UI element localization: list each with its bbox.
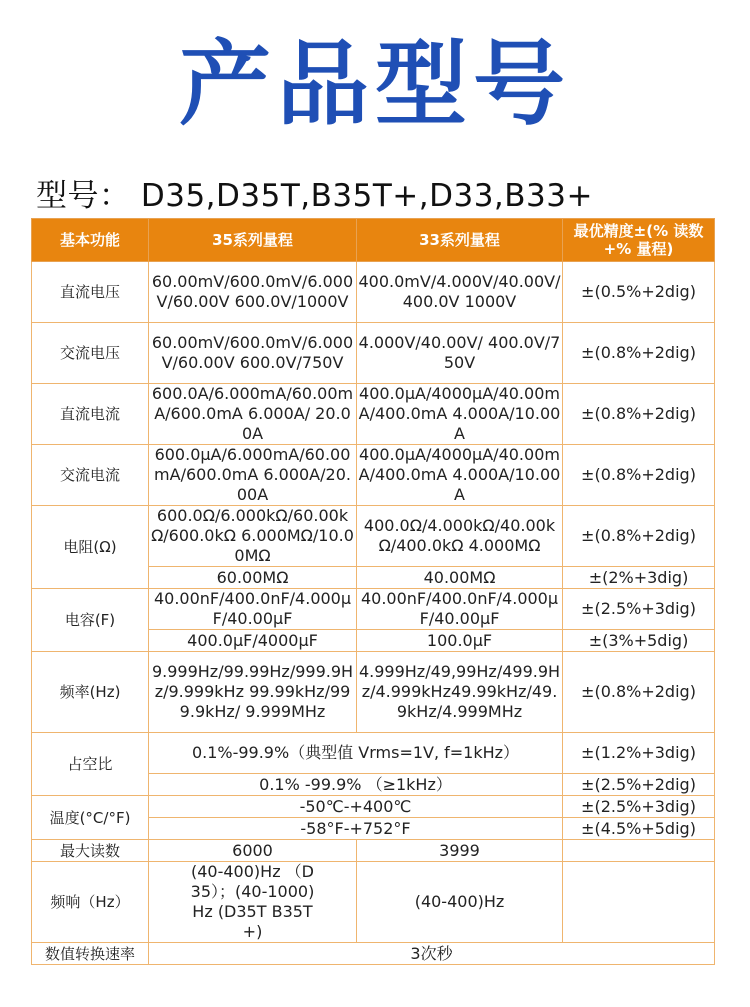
row-label: 电阻(Ω) — [32, 506, 149, 589]
table-row — [32, 796, 715, 818]
row-label: 电容(F) — [32, 589, 149, 652]
range-33: 400.0Ω/4.000kΩ/40.00kΩ/400.0kΩ 4.000MΩ — [357, 506, 563, 567]
row-label: 直流电压 — [32, 262, 149, 323]
range-shared: -58°F-+752°F — [149, 818, 563, 840]
range-shared: 0.1%-99.9%（典型值 Vrms=1V, f=1kHz） — [149, 733, 563, 774]
table-row — [32, 943, 715, 965]
header-33-range: 33系列量程 — [357, 219, 563, 262]
range-33: 3999 — [357, 840, 563, 862]
accuracy: ±(1.2%+3dig) — [563, 733, 715, 774]
row-label: 占空比 — [32, 733, 149, 796]
range-33: 40.00nF/400.0nF/4.000μF/40.00μF — [357, 589, 563, 630]
table-row — [32, 262, 715, 323]
spec-table — [31, 218, 715, 965]
row-label: 温度(°C/°F) — [32, 796, 149, 840]
table-row — [32, 506, 715, 567]
header-35-range: 35系列量程 — [149, 219, 357, 262]
row-label: 数值转换速率 — [32, 943, 149, 965]
range-33: 400.0μA/4000μA/40.00mA/400.0mA 4.000A/10.00A — [357, 384, 563, 445]
accuracy: ±(0.8%+2dig) — [563, 506, 715, 567]
accuracy — [563, 840, 715, 862]
range-35: 600.0Ω/6.000kΩ/60.00kΩ/600.0kΩ 6.000MΩ/10.00MΩ — [149, 506, 357, 567]
accuracy: ±(2.5%+3dig) — [563, 589, 715, 630]
header-function: 基本功能 — [32, 219, 149, 262]
table-row — [32, 323, 715, 384]
accuracy: ±(2.5%+3dig) — [563, 796, 715, 818]
range-33: 400.0μA/4000μA/40.00mA/400.0mA 4.000A/10.00A — [357, 445, 563, 506]
accuracy: ±(2%+3dig) — [563, 567, 715, 589]
row-label: 交流电流 — [32, 445, 149, 506]
range-35: 40.00nF/400.0nF/4.000μF/40.00μF — [149, 589, 357, 630]
table-row — [32, 589, 715, 630]
table-row — [32, 445, 715, 506]
range-33: 40.00MΩ — [357, 567, 563, 589]
range-35: 600.0μA/6.000mA/60.00mA/600.0mA 6.000A/20.00A — [149, 445, 357, 506]
accuracy: ±(0.8%+2dig) — [563, 384, 715, 445]
page-title: 产品型号 — [178, 31, 571, 138]
accuracy: ±(0.8%+2dig) — [563, 652, 715, 733]
range-35: 9.999Hz/99.99Hz/999.9Hz/9.999kHz 99.99kHz/999.9kHz/ 9.999MHz — [149, 652, 357, 733]
table-row — [32, 384, 715, 445]
table-row — [32, 840, 715, 862]
accuracy: ±(3%+5dig) — [563, 630, 715, 652]
range-shared: -50℃-+400℃ — [149, 796, 563, 818]
accuracy: ±(4.5%+5dig) — [563, 818, 715, 840]
range-shared: 3次秒 — [149, 943, 715, 965]
range-33: 400.0mV/4.000V/40.00V/400.0V 1000V — [357, 262, 563, 323]
accuracy: ±(2.5%+2dig) — [563, 774, 715, 796]
range-shared: 0.1% -99.9% （≥1kHz） — [149, 774, 563, 796]
range-33: (40-400)Hz — [357, 862, 563, 943]
row-label: 最大读数 — [32, 840, 149, 862]
range-33: 4.999Hz/49,99Hz/499.9Hz/4.999kHz49.99kHz/49.9kHz/4.999MHz — [357, 652, 563, 733]
row-label: 交流电压 — [32, 323, 149, 384]
accuracy: ±(0.8%+2dig) — [563, 445, 715, 506]
row-label: 频率(Hz) — [32, 652, 149, 733]
range-35: 60.00mV/600.0mV/6.000V/60.00V 600.0V/750V — [149, 323, 357, 384]
table-row — [32, 862, 715, 943]
range-35: 600.0A/6.000mA/60.00mA/600.0mA 6.000A/ 20.00A — [149, 384, 357, 445]
range-35: 400.0μF/4000μF — [149, 630, 357, 652]
table-row — [32, 652, 715, 733]
range-35: 60.00mV/600.0mV/6.000V/60.00V 600.0V/1000V — [149, 262, 357, 323]
table-row — [32, 733, 715, 774]
row-label: 直流电流 — [32, 384, 149, 445]
header-accuracy: 最优精度±(% 读数+% 量程) — [563, 219, 715, 262]
table-header-row — [32, 219, 715, 262]
model-list: 型号： D35,D35T,B35T+,D33,B33+ — [36, 178, 593, 214]
range-35: 6000 — [149, 840, 357, 862]
range-35: (40-400)Hz （D35）；(40-1000)Hz (D35T B35T+) — [149, 862, 357, 943]
row-label: 频响（Hz） — [32, 862, 149, 943]
accuracy — [563, 862, 715, 943]
range-33: 100.0μF — [357, 630, 563, 652]
accuracy: ±(0.5%+2dig) — [563, 262, 715, 323]
range-35: 60.00MΩ — [149, 567, 357, 589]
range-33: 4.000V/40.00V/ 400.0V/750V — [357, 323, 563, 384]
accuracy: ±(0.8%+2dig) — [563, 323, 715, 384]
